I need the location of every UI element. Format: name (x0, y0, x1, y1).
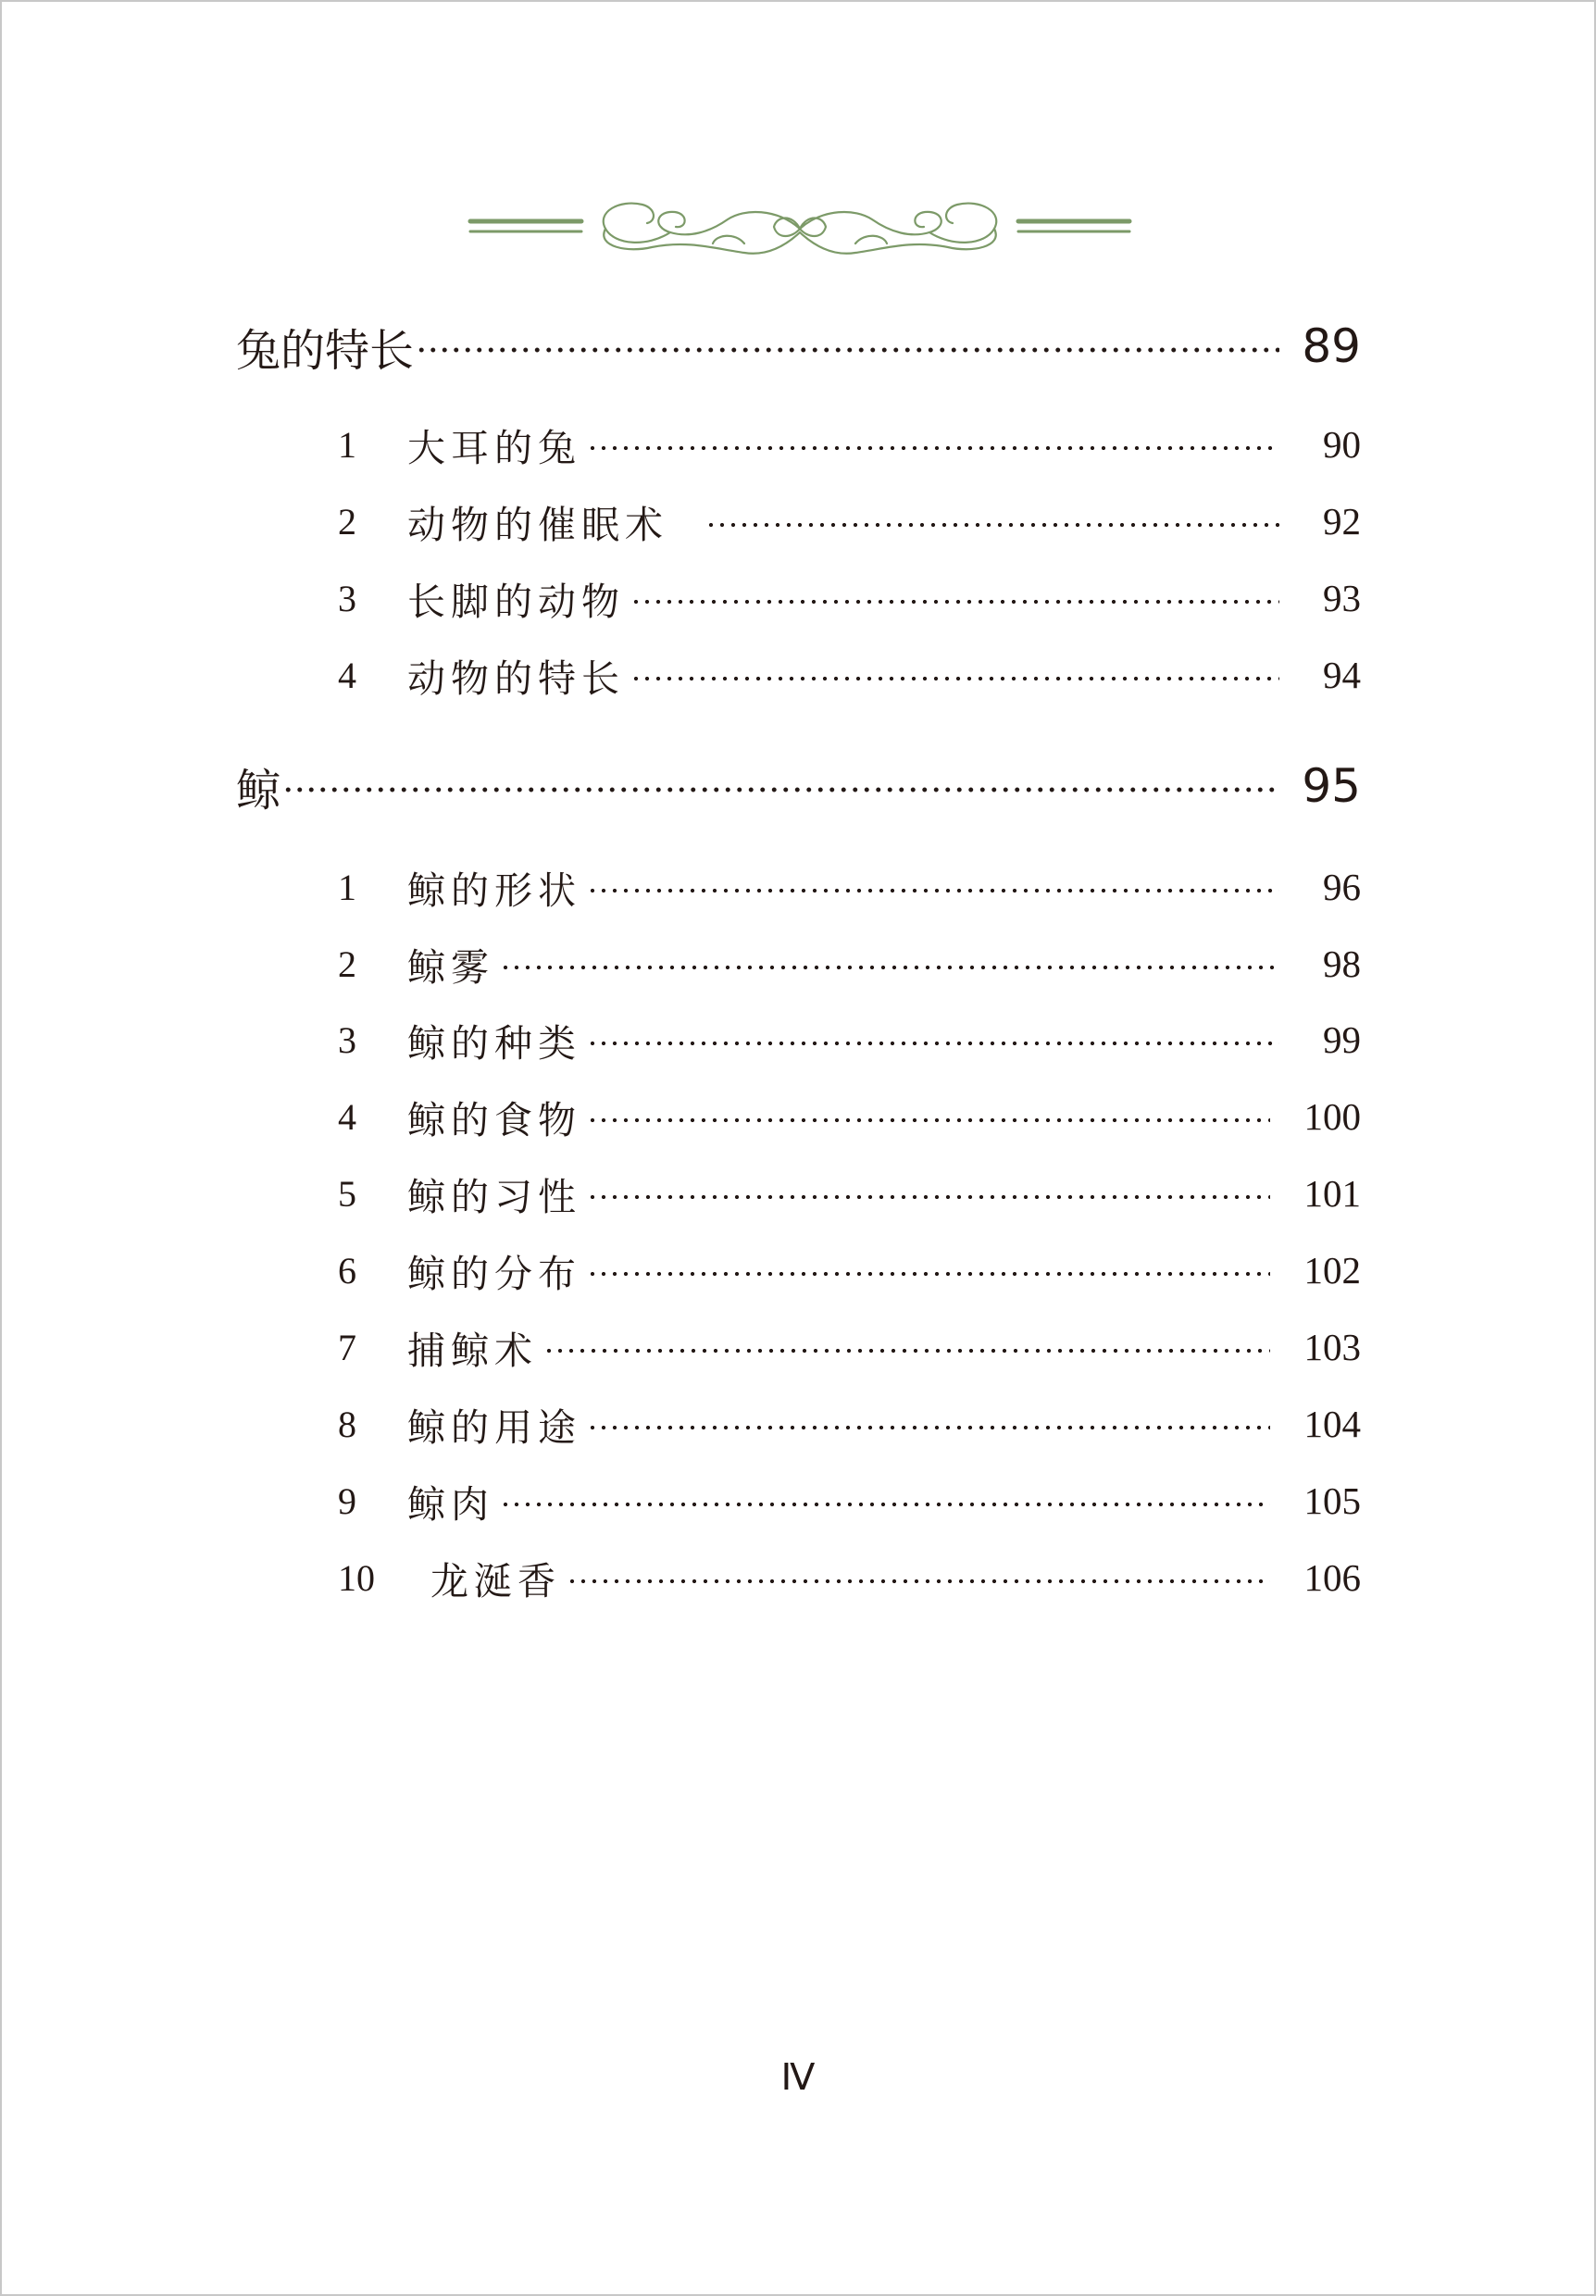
entry-title: 鲸的习性 (407, 1174, 581, 1219)
dot-leader (587, 888, 1279, 893)
entry-number: 9 (338, 1479, 356, 1522)
dot-leader (587, 1425, 1270, 1430)
toc-chapter-rabbit[interactable] (236, 309, 1361, 383)
page-folio-number: Ⅳ (780, 2056, 816, 2098)
entry-number: 1 (338, 866, 356, 908)
entry-title: 动物的催眠术 (407, 502, 668, 547)
entry-page-number: 93 (1323, 577, 1361, 619)
dot-leader (587, 1194, 1270, 1200)
entry-number: 5 (338, 1172, 356, 1215)
entry-title: 鲸的食物 (407, 1097, 581, 1142)
entry-page-number: 98 (1323, 942, 1361, 985)
entry-number: 10 (338, 1556, 375, 1599)
toc-entry[interactable] (338, 1161, 1361, 1226)
entry-number: 3 (338, 577, 356, 619)
entry-title: 龙涎香 (430, 1558, 561, 1603)
entry-number: 2 (338, 942, 356, 985)
dot-leader (587, 1117, 1270, 1123)
entry-page-number: 104 (1303, 1403, 1361, 1445)
entry-number: 4 (338, 1095, 356, 1138)
entry-page-number: 101 (1303, 1172, 1361, 1215)
entry-number: 8 (338, 1403, 356, 1445)
entry-title: 鲸的分布 (407, 1251, 581, 1296)
dot-leader (543, 1348, 1270, 1354)
entry-page-number: 106 (1303, 1556, 1361, 1599)
dot-leader (630, 599, 1279, 605)
entry-title: 鲸的种类 (407, 1020, 581, 1066)
entry-page-number: 92 (1323, 500, 1361, 543)
dot-leader (500, 1502, 1270, 1507)
chapter-title: 兔的特长 (236, 324, 415, 377)
dot-leader (282, 787, 1279, 792)
dot-leader (587, 445, 1279, 451)
toc-entry[interactable] (338, 566, 1361, 630)
entry-page-number: 105 (1303, 1479, 1361, 1522)
toc-entry[interactable] (338, 412, 1361, 477)
entry-page-number: 90 (1323, 423, 1361, 466)
entry-page-number: 99 (1323, 1018, 1361, 1061)
dot-leader (705, 522, 1279, 528)
entry-number: 6 (338, 1249, 356, 1292)
dot-leader (416, 347, 1279, 353)
entry-title: 鲸雾 (407, 944, 494, 990)
toc-entry[interactable] (338, 1545, 1361, 1610)
toc-entry[interactable] (338, 1007, 1361, 1072)
chapter-page-number: 95 (1302, 759, 1361, 813)
chapter-page-number: 89 (1302, 319, 1361, 373)
toc-entry[interactable] (338, 1315, 1361, 1379)
entry-title: 长脚的动物 (407, 579, 625, 624)
decorative-flourish-header (467, 192, 1133, 266)
entry-number: 4 (338, 654, 356, 696)
entry-number: 2 (338, 500, 356, 543)
chapter-title: 鲸 (236, 764, 281, 817)
dot-leader (587, 1041, 1279, 1046)
entry-number: 7 (338, 1326, 356, 1368)
toc-entry[interactable] (338, 931, 1361, 996)
dot-leader (630, 676, 1279, 681)
entry-number: 1 (338, 423, 356, 466)
toc-entry[interactable] (338, 855, 1361, 919)
toc-entry[interactable] (338, 1084, 1361, 1149)
entry-title: 大耳的兔 (407, 425, 581, 470)
toc-entry[interactable] (338, 1238, 1361, 1303)
dot-leader (500, 965, 1279, 970)
dot-leader (587, 1271, 1270, 1277)
entry-page-number: 102 (1303, 1249, 1361, 1292)
entry-title: 鲸的用途 (407, 1404, 581, 1450)
entry-page-number: 94 (1323, 654, 1361, 696)
toc-entry[interactable] (338, 1468, 1361, 1533)
entry-title: 鲸肉 (407, 1481, 494, 1527)
entry-number: 3 (338, 1018, 356, 1061)
dot-leader (567, 1578, 1270, 1584)
entry-title: 捕鲸术 (407, 1328, 538, 1373)
toc-entry[interactable] (338, 643, 1361, 707)
toc-entry[interactable] (338, 489, 1361, 554)
entry-title: 鲸的形状 (407, 867, 581, 913)
toc-chapter-whale[interactable] (236, 749, 1361, 823)
entry-title: 动物的特长 (407, 655, 625, 701)
entry-page-number: 96 (1323, 866, 1361, 908)
entry-page-number: 103 (1303, 1326, 1361, 1368)
toc-entry[interactable] (338, 1391, 1361, 1456)
entry-page-number: 100 (1303, 1095, 1361, 1138)
